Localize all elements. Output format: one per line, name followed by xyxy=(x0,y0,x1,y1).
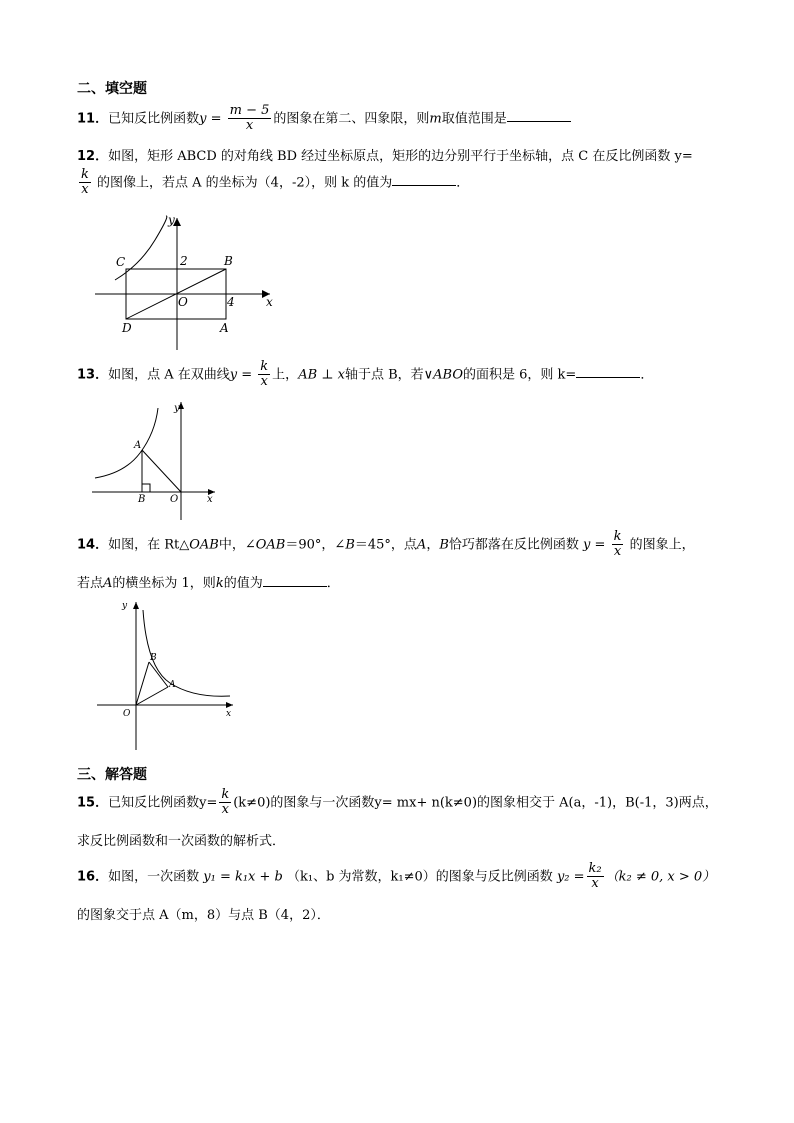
question-number: 15． xyxy=(77,795,109,811)
q14-text-4: ＝45°，点 xyxy=(354,537,417,553)
question-number: 13． xyxy=(77,367,109,383)
q13-eq: = xyxy=(237,367,257,383)
q15-text-2: (k≠0)的图象与一次函数y= mx+ n(k≠0)的图象相交于 A(a，-1)，B(-1，3)两点， xyxy=(233,795,718,811)
q11-text-2: 的图象在第二、四象限，则 xyxy=(273,111,430,127)
q13-y: y xyxy=(229,367,238,383)
q14-figure xyxy=(95,598,240,753)
q13-math-2: ∨ABO xyxy=(423,367,463,383)
q14-text-11: ． xyxy=(326,576,340,591)
q11-y: y xyxy=(199,111,207,127)
question-number: 12． xyxy=(77,149,109,164)
answer-blank[interactable] xyxy=(576,377,640,378)
answer-blank[interactable] xyxy=(507,121,571,122)
q14-oab-2: OAB xyxy=(255,537,286,553)
q14-text-1: 如图，在 Rt△ xyxy=(108,537,190,553)
q13-text-5: ． xyxy=(640,367,654,383)
q14-fraction xyxy=(612,530,624,560)
tick-2: 2 xyxy=(180,254,188,268)
q14-text-3: ＝90°，∠ xyxy=(285,537,346,553)
q14-text-2: 中，∠ xyxy=(218,537,256,553)
section-title-answer: 三、解答题 xyxy=(77,767,147,783)
q14-text-6: 恰巧都落在反比例函数 xyxy=(448,537,579,553)
q14-oab: OAB xyxy=(189,537,219,553)
q11-fraction xyxy=(228,104,272,134)
fraction-denominator: x xyxy=(221,802,229,818)
question-number: 16． xyxy=(77,869,109,885)
label-a: A xyxy=(169,680,176,690)
q15-text-1: 已知反比例函数y= xyxy=(108,795,218,811)
q11-text-3: 取值范围是 xyxy=(441,111,507,127)
label-c: C xyxy=(116,255,126,269)
question-number: 11． xyxy=(77,111,109,127)
label-o: O xyxy=(123,709,131,719)
question-16-line-1 xyxy=(77,862,715,892)
q13-math-1: AB ⊥ x xyxy=(298,367,345,383)
q16-condition: （k₂ ≠ 0, x > 0） xyxy=(605,869,716,885)
label-b: B xyxy=(150,653,157,663)
question-15-line-1 xyxy=(77,788,718,818)
label-a: A xyxy=(220,321,229,335)
label-b: B xyxy=(138,494,146,505)
segment-ab xyxy=(149,662,168,687)
q14-text-9: 的横坐标为 1，则 xyxy=(112,576,216,591)
q15-fraction xyxy=(219,788,231,818)
question-11 xyxy=(77,104,571,134)
fraction-denominator: x xyxy=(260,374,268,390)
question-14-line-1 xyxy=(77,530,695,560)
question-12-line-1 xyxy=(77,145,693,164)
q14-b: B xyxy=(345,537,355,553)
segment-ao xyxy=(142,450,181,492)
q14-text-10: 的值为 xyxy=(223,576,263,591)
fraction-denominator: x xyxy=(245,118,254,134)
q13-text-2: 上， xyxy=(272,367,299,383)
x-axis-arrow xyxy=(226,702,233,708)
fraction-denominator: x xyxy=(613,544,622,560)
question-15-line-2: 求反比例函数和一次函数的解析式． xyxy=(77,834,286,849)
q16-inverse-formula: y₂ = xyxy=(556,869,585,885)
q16-text-2: （k₁、b 为常数，k₁≠0）的图象与反比例函数 xyxy=(287,869,553,885)
fraction-numerator: k xyxy=(81,167,89,182)
fraction-denominator: x xyxy=(81,182,89,198)
q12-text-1: 如图，矩形 ABCD 的对角线 BD 经过坐标原点，矩形的边分别平行于坐标轴，点 C 在反比例函数 y= xyxy=(108,149,693,164)
q13-figure xyxy=(90,398,220,523)
q16-text-1: 如图，一次函数 xyxy=(108,869,200,885)
hyperbola-curve xyxy=(115,216,167,280)
q13-fraction xyxy=(258,360,270,390)
fraction-numerator: k xyxy=(613,529,622,544)
q14-text-5: ， xyxy=(426,537,440,553)
q11-eq: = xyxy=(206,111,226,127)
label-x: x xyxy=(207,494,213,505)
question-16-line-2: 的图象交于点 A（m，8）与点 B（4，2）． xyxy=(77,908,330,923)
q12-figure xyxy=(90,210,280,355)
q12-text-2: 的图像上，若点 A 的坐标为（4，-2），则 k 的值为 xyxy=(97,175,393,191)
q14-y: y xyxy=(583,537,591,553)
q11-text-1: 已知反比例函数 xyxy=(108,111,200,127)
label-a: A xyxy=(134,440,142,451)
q14-k: k xyxy=(215,576,224,591)
question-number: 14． xyxy=(77,537,109,553)
label-o: O xyxy=(178,295,188,309)
q14-eq: = xyxy=(590,537,610,553)
q12-fraction xyxy=(79,168,91,198)
label-y: y xyxy=(174,403,180,414)
q14-b-2: B xyxy=(439,537,449,553)
section-title-fill-blank: 二、填空题 xyxy=(77,81,147,97)
question-14-line-2 xyxy=(77,572,340,591)
q14-a: A xyxy=(416,537,427,553)
tick-4: 4 xyxy=(227,295,235,309)
q13-text-1: 如图，点 A 在双曲线 xyxy=(108,367,230,383)
q14-text-8: 若点 xyxy=(77,576,104,591)
q14-text-7: 的图象上， xyxy=(629,537,695,553)
question-12-line-2 xyxy=(77,168,469,198)
q16-fraction xyxy=(587,862,604,892)
q11-m: m xyxy=(429,111,442,127)
q14-a-2: A xyxy=(103,576,113,591)
answer-blank[interactable] xyxy=(392,185,456,186)
hyperbola-curve xyxy=(95,408,158,478)
fraction-numerator: k xyxy=(260,359,269,374)
answer-blank[interactable] xyxy=(263,586,327,587)
label-d: D xyxy=(122,321,132,335)
q12-text-3: ． xyxy=(456,175,470,191)
label-y: y xyxy=(168,213,175,227)
y-axis-arrow xyxy=(133,602,139,609)
label-b: B xyxy=(224,254,233,268)
fraction-numerator: k xyxy=(221,787,230,802)
label-o: O xyxy=(170,494,179,505)
question-13 xyxy=(77,360,653,390)
right-angle-mark xyxy=(142,484,150,492)
label-y: y xyxy=(122,601,128,611)
q16-linear-formula: y₁ = k₁x + b xyxy=(203,869,283,885)
label-x: x xyxy=(266,295,273,309)
fraction-numerator: m − 5 xyxy=(229,103,270,118)
q13-text-3: 轴于点 B，若 xyxy=(344,367,424,383)
fraction-denominator: x xyxy=(591,876,599,892)
fraction-numerator: k₂ xyxy=(588,861,602,876)
q13-text-4: 的面积是 6，则 k= xyxy=(463,367,577,383)
label-x: x xyxy=(226,709,232,719)
